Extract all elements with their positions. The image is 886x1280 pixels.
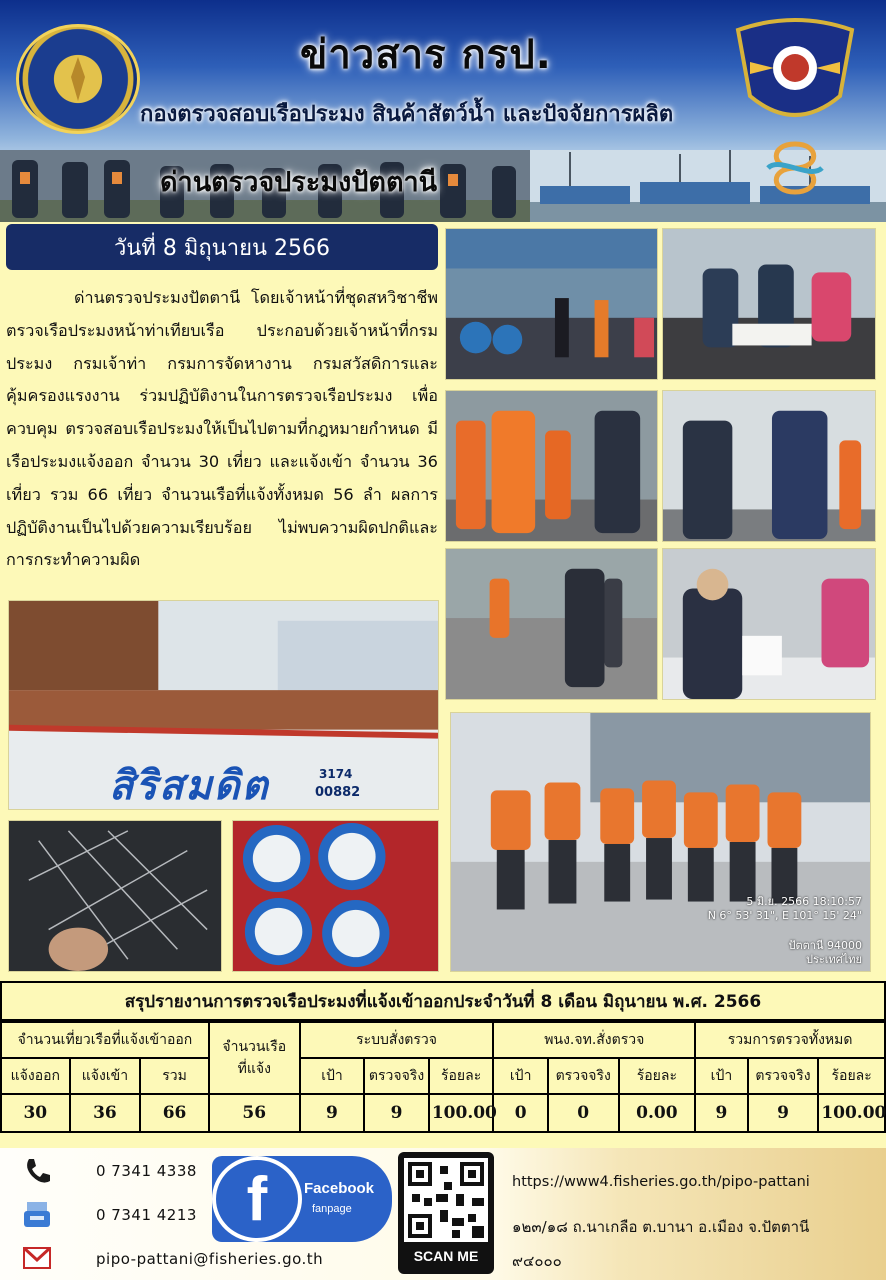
subheader-target: เป้า: [695, 1058, 747, 1094]
header-boats: จำนวนเรือ ที่แจ้ง: [209, 1022, 300, 1094]
subheader-target: เป้า: [300, 1058, 365, 1094]
qr-label: SCAN ME: [413, 1248, 479, 1264]
value-boats: 56: [209, 1094, 300, 1132]
qr-code-icon: [404, 1158, 488, 1242]
division-name: กองตรวจสอบเรือประมง สินค้าสัตว์น้ำ และปัจจัยการผลิต: [140, 102, 674, 127]
facebook-sublabel: fanpage: [312, 1203, 352, 1215]
photo-country: ประเทศไทย: [805, 953, 862, 966]
photo-registration-desk: [662, 548, 876, 700]
date-banner: วันที่ 8 มิถุนายน 2566: [6, 224, 438, 270]
photo-crew-check: [445, 390, 658, 542]
ribbon-emblem: [760, 138, 830, 198]
subheader-percent: ร้อยละ: [429, 1058, 494, 1094]
photo-fishing-boat: [8, 600, 439, 810]
address-line-2: ๙๔๐๐๐: [512, 1252, 562, 1270]
subheader-actual: ตรวจจริง: [748, 1058, 819, 1094]
subheader-out: แจ้งออก: [1, 1058, 70, 1094]
photo-fish-containers: [232, 820, 439, 972]
value-sum: 66: [140, 1094, 209, 1132]
website-link[interactable]: https://www4.fisheries.go.th/pipo-pattani: [512, 1174, 810, 1190]
photo-timestamp: 5 มิ.ย. 2566 18:10:57: [746, 895, 862, 908]
subheader-percent: ร้อยละ: [619, 1058, 696, 1094]
photo-fishing-net: [8, 820, 222, 972]
boat-registration: 00882: [315, 785, 361, 800]
photo-pier-inspection: [445, 228, 658, 380]
value-system-actual: 9: [364, 1094, 429, 1132]
header-total: รวมการตรวจทั้งหมด: [695, 1022, 885, 1058]
article-text: ด่านตรวจประมงปัตตานี โดยเจ้าหน้าที่ชุดสหวิชาชีพตรวจเรือประมงหน้าท่าเทียบเรือ ประกอบด้วยเจ้าหน้าที่กรมประมง กรมเจ้าท่า กรมการจัดหางาน กรมสวัสดิการและคุ้มครองแรงงาน ร่วมปฏิบัติงานในการตรวจเรือประมง เพื่อควบคุม ตรวจสอบเรือประมงให้เป็นไปตามที่กฎหมายกำหนด มีเรือประมงแจ้งออก จำนวน 30 เที่ยว และแจ้งเข้า จำนวน 36 เที่ยว รวม 66 เที่ยว จำนวนเรือที่แจ้งทั้งหมด 56 ลำ ผลการปฏิบัติงานเป็นไปด้วยความเรียบร้อย ไม่พบความผิดปกติและการกระทำความผิด: [6, 288, 438, 570]
office-name: ด่านตรวจประมงปัตตานี: [160, 167, 438, 198]
page-title: ข่าวสาร กรป.: [300, 32, 552, 78]
subheader-sum: รวม: [140, 1058, 209, 1094]
subheader-actual: ตรวจจริง: [548, 1058, 619, 1094]
harbor-boats-photo: [530, 150, 886, 222]
summary-report: [0, 981, 886, 1145]
office-address: [512, 1210, 882, 1278]
department-logo: [16, 24, 140, 134]
value-system-percent: 100.00: [429, 1094, 494, 1132]
mail-icon: [22, 1242, 52, 1272]
value-pnj-percent: 0.00: [619, 1094, 696, 1132]
photo-dock-walk: [445, 548, 658, 700]
photo-location: ปัตตานี 94000: [788, 939, 862, 952]
value-in: 36: [70, 1094, 141, 1132]
value-total-percent: 100.00: [818, 1094, 885, 1132]
value-total-target: 9: [695, 1094, 747, 1132]
facebook-badge[interactable]: [212, 1156, 392, 1242]
phone-number[interactable]: 0 7341 4338: [96, 1162, 197, 1180]
facebook-icon: f: [212, 1156, 302, 1242]
subheader-target: เป้า: [493, 1058, 547, 1094]
fax-number[interactable]: 0 7341 4213: [96, 1206, 197, 1224]
boat-name: สิริสมดิต: [109, 763, 270, 809]
photo-gps: N 6° 53' 31", E 101° 15' 24": [707, 909, 862, 922]
value-pnj-actual: 0: [548, 1094, 619, 1132]
boat-number: 3174: [319, 767, 353, 781]
value-system-target: 9: [300, 1094, 365, 1132]
photo-officers-inspection: [662, 390, 876, 542]
header-trips: จำนวนเที่ยวเรือที่แจ้งเข้าออก: [1, 1022, 209, 1058]
email-address[interactable]: pipo-pattani@fisheries.go.th: [96, 1250, 324, 1268]
header-system: ระบบสั่งตรวจ: [300, 1022, 494, 1058]
qr-badge[interactable]: [398, 1152, 494, 1274]
fishery-inspection-logo: [730, 16, 860, 134]
subheader-percent: ร้อยละ: [818, 1058, 885, 1094]
fax-icon: [22, 1200, 52, 1230]
facebook-label: Facebook: [304, 1180, 375, 1197]
header-banner: [0, 0, 886, 222]
photo-crew-group: [450, 712, 871, 972]
header-pnj: พนง.จท.สั่งตรวจ: [493, 1022, 695, 1058]
photo-document-check: [662, 228, 876, 380]
phone-icon: [22, 1156, 52, 1186]
contact-footer: [0, 1148, 886, 1280]
subheader-actual: ตรวจจริง: [364, 1058, 429, 1094]
value-total-actual: 9: [748, 1094, 819, 1132]
photo-geotag: [708, 895, 862, 967]
summary-table: [0, 1021, 886, 1133]
value-out: 30: [1, 1094, 70, 1132]
subheader-in: แจ้งเข้า: [70, 1058, 141, 1094]
address-line-1: ๑๒๓/๑๘ ถ.นาเกลือ ต.บานา อ.เมือง จ.ปัตตานี: [512, 1218, 810, 1236]
summary-title: สรุปรายงานการตรวจเรือประมงที่แจ้งเข้าออกประจำวันที่ 8 เดือน มิถุนายน พ.ศ. 2566: [0, 981, 886, 1021]
value-pnj-target: 0: [493, 1094, 547, 1132]
